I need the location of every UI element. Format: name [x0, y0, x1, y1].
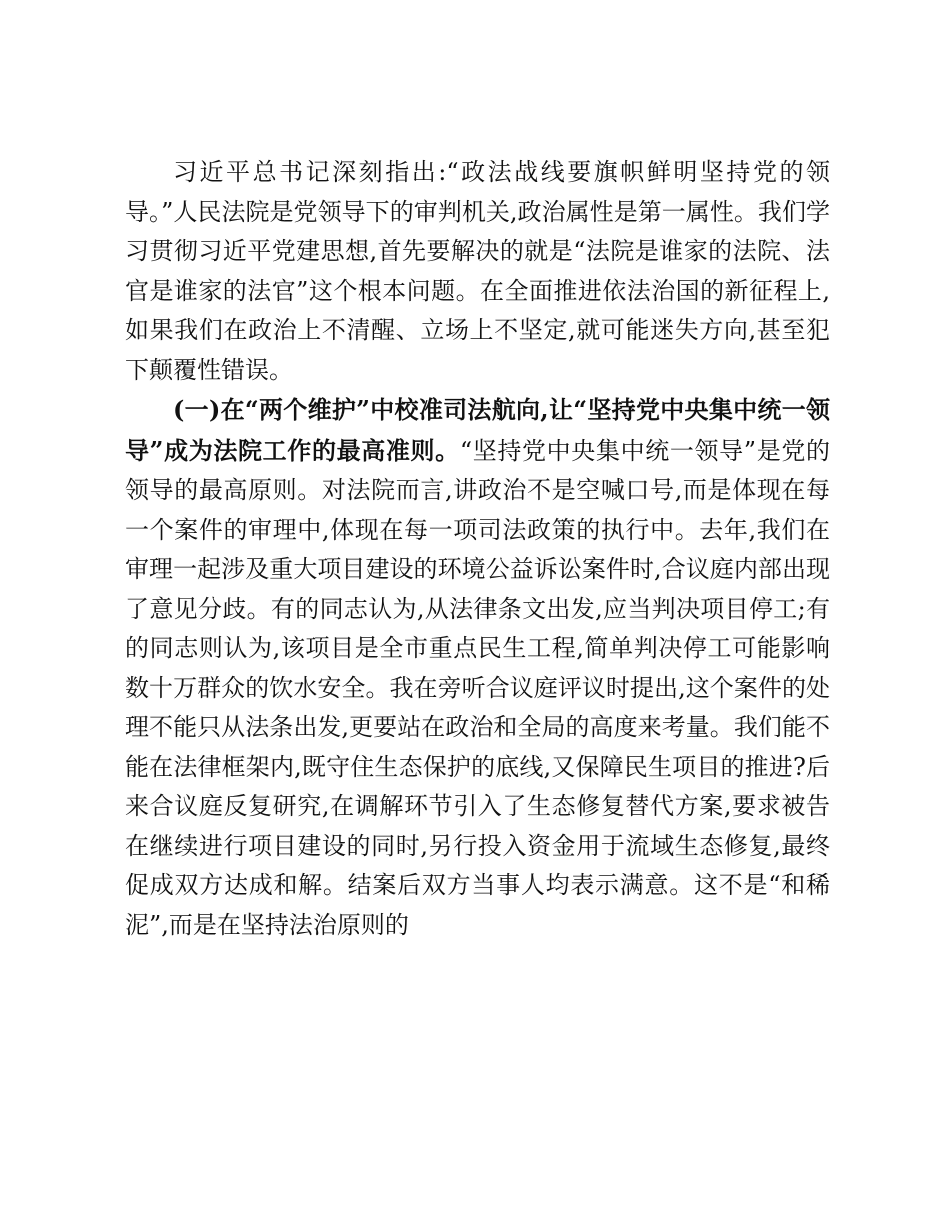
document-body: [125, 153, 830, 945]
paragraph-intro-text: 习近平总书记深刻指出:“政法战线要旗帜鲜明坚持党的领导。”人民法院是党领导下的审判机关,政治属性是第一属性。我们学习贯彻习近平党建思想,首先要解决的就是“法院是谁家的法院、法官是谁家的法官”这个根本问题。在全面推进依法治国的新征程上,如果我们在政治上不清醒、立场上不坚定,就可能迷失方向,甚至犯下颠覆性错误。: [125, 158, 830, 384]
section-one-heading: (一)在“两个维护”中校准司法航向,让“坚持党中央集中统一领导”成为法院工作的最高准则。: [125, 395, 830, 465]
paragraph-section-one: [125, 390, 830, 945]
paragraph-intro: [125, 153, 830, 390]
section-one-text: “坚持党中央集中统一领导”是党的领导的最高原则。对法院而言,讲政治不是空喊口号,而是体现在每一个案件的审理中,体现在每一项司法政策的执行中。去年,我们在审理一起涉及重大项目建设的环境公益诉讼案件时,合议庭内部出现了意见分歧。有的同志认为,从法律条文出发,应当判决项目停工;有的同志则认为,该项目是全市重点民生工程,简单判决停工可能影响数十万群众的饮水安全。我在旁听合议庭评议时提出,这个案件的处理不能只从法条出发,更要站在政治和全局的高度来考量。我们能不能在法律框架内,既守住生态保护的底线,又保障民生项目的推进?后来合议庭反复研究,在调解环节引入了生态修复替代方案,要求被告在继续进行项目建设的同时,另行投入资金用于流域生态修复,最终促成双方达成和解。结案后双方当事人均表示满意。这不是“和稀泥”,而是在坚持法治原则的: [125, 436, 830, 939]
